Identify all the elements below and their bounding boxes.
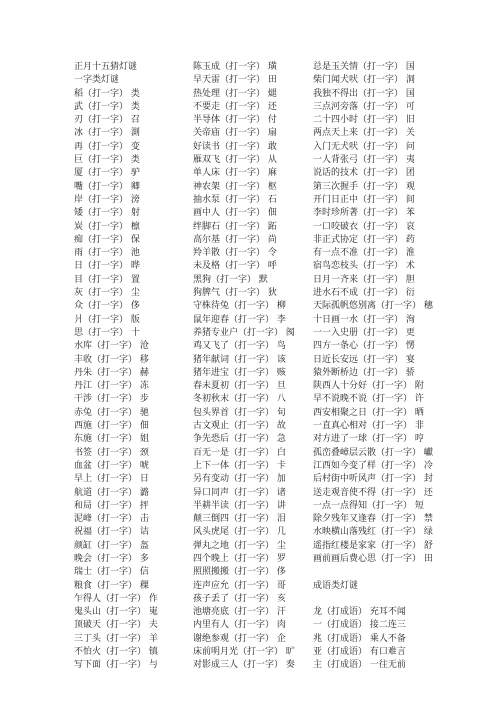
riddle-line: 画中人（打一字） 佃: [193, 208, 277, 219]
riddle-line: 遥指红楼是家家（打一字） 舒: [313, 540, 433, 551]
riddle-line: 孤峦叠嶂层云散（打一字） 巘: [313, 447, 433, 458]
riddle-line: 雨（打一字） 池: [74, 248, 140, 259]
riddle-line: 日（打一字） 晔: [74, 261, 140, 272]
riddle-line: 有一点不准（打一字） 淮: [313, 248, 415, 259]
riddle-line: 谢绝参观（打一字） 企: [193, 633, 286, 644]
riddle-line: 早上（打一字） 日: [74, 474, 149, 485]
riddle-line: 一一入史册（打一字） 更: [313, 327, 415, 338]
riddle-line: 爿（打一字） 版: [74, 314, 140, 325]
riddle-line: 弹丸之地（打一字） 尘: [193, 540, 286, 551]
riddle-line: 一字类灯谜: [74, 75, 120, 86]
riddle-line: [313, 593, 489, 606]
riddle-column-left: [74, 61, 192, 673]
riddle-line: 炭（打一字） 檩: [74, 221, 140, 232]
riddle-line: 未及格（打一字） 呼: [193, 261, 277, 272]
riddle-line: 除夕残年又逢春（打一字） 禁: [313, 514, 433, 525]
riddle-column-middle: [193, 61, 311, 673]
riddle-line: 羚羊散（打一字） 令: [193, 248, 277, 259]
riddle-line: 绊脚石（打一字） 跖: [193, 221, 277, 232]
riddle-line: 对影成三人（打一字） 奏: [193, 660, 295, 671]
riddle-line: 异口同声（打一字） 诸: [193, 487, 286, 498]
riddle-line: 顶破天（打一字） 夫: [74, 620, 158, 631]
riddle-line: 画前画后费心思（打一字） 田: [313, 553, 433, 564]
riddle-line: 孩子丢了（打一字） 亥: [193, 593, 286, 604]
riddle-line: 龙（打成语） 充耳不闻: [313, 607, 406, 618]
riddle-line: 水映横山落残红（打一字） 绿: [313, 527, 433, 538]
riddle-line: 亚（打成语） 有口难言: [313, 647, 406, 658]
riddle-line: 刃（打一字） 召: [74, 115, 140, 126]
riddle-line: 晚会（打一字） 多: [74, 553, 149, 564]
riddle-line: 丹朱（打一字） 赫: [74, 367, 149, 378]
riddle-line: 床前明月光（打一字） 旷: [193, 647, 295, 658]
riddle-line: 鸡又飞了（打一字） 鸟: [193, 341, 286, 352]
riddle-line: 颜缸（打一字） 盔: [74, 540, 149, 551]
riddle-line: 养猪专业户（打一字） 阂: [193, 327, 295, 338]
riddle-line: 争先恐后（打一字） 急: [193, 434, 286, 445]
riddle-line: 宿鸟恋枝头（打一字） 术: [313, 261, 415, 272]
riddle-line: 古文观止（打一字） 故: [193, 421, 286, 432]
riddle-line: 一人背张弓（打一字） 夷: [313, 155, 415, 166]
riddle-line: 狗脾气（打一字） 狄: [193, 288, 277, 299]
riddle-line: 一点一点得知（打一字） 短: [313, 500, 424, 511]
riddle-line: 三丁头（打一字） 羊: [74, 633, 158, 644]
riddle-line: 再（打一字） 变: [74, 141, 140, 152]
riddle-line: 颠三倒四（打一字） 泪: [193, 514, 286, 525]
riddle-line: 水库（打一字） 沧: [74, 341, 149, 352]
riddle-line: 痴（打一字） 保: [74, 234, 140, 245]
riddle-line: 柴门闻犬吠（打一字） 洞: [313, 75, 415, 86]
riddle-line: 雁双飞（打一字） 从: [193, 155, 277, 166]
riddle-line: 二十四小时（打一字） 旧: [313, 115, 415, 126]
riddle-line: 写下面（打一字） 与: [74, 660, 158, 671]
riddle-line: 陕西人十分好（打一字） 附: [313, 381, 424, 392]
riddle-line: 赤兔（打一字） 驰: [74, 407, 149, 418]
riddle-line: 和局（打一字） 抨: [74, 500, 149, 511]
riddle-line: 包头界首（打一字） 旬: [193, 407, 286, 418]
riddle-line: 航道（打一字） 潞: [74, 487, 149, 498]
riddle-line: 第三次握手（打一字） 观: [313, 181, 415, 192]
riddle-line: 守株待兔（打一字） 柳: [193, 301, 286, 312]
riddle-line: 一口咬破衣（打一字） 哀: [313, 221, 415, 232]
riddle-line: 瑞士（打一字） 信: [74, 567, 149, 578]
riddle-line: 百无一是（打一字） 白: [193, 447, 286, 458]
riddle-line: 主（打成语） 一往无前: [313, 660, 406, 671]
riddle-line: 抽水泵（打一字） 石: [193, 194, 277, 205]
riddle-line: 上下一体（打一字） 卡: [193, 460, 286, 471]
riddle-line: 对方进了一球（打一字） 哼: [313, 434, 424, 445]
riddle-line: 厦（打一字） 驴: [74, 168, 140, 179]
riddle-line: 泥峰（打一字） 击: [74, 514, 149, 525]
riddle-line: 陈玉成（打一字） 璜: [193, 62, 277, 72]
riddle-line: 猪年献词（打一字） 该: [193, 354, 286, 365]
riddle-line: 早天雷（打一字） 田: [193, 75, 277, 86]
riddle-line: 冬初秋末（打一字） 八: [193, 394, 286, 405]
riddle-line: 众（打一字） 侈: [74, 301, 140, 312]
riddle-line: 嘴（打一字） 卿: [74, 181, 140, 192]
riddle-line: 连声应允（打一字） 哥: [193, 580, 286, 591]
riddle-line: 思（打一字） 十: [74, 327, 140, 338]
riddle-line: 李时珍所著（打一字） 苯: [313, 208, 415, 219]
riddle-line: 四方一条心（打一字） 愣: [313, 341, 415, 352]
riddle-line: 天际孤帆悠别离（打一字） 穗: [313, 301, 433, 312]
riddle-line: 春未夏初（打一字） 旦: [193, 381, 286, 392]
riddle-line: 矮（打一字） 射: [74, 208, 140, 219]
riddle-line: 后村街中听风声（打一字） 封: [313, 474, 433, 485]
riddle-line: 好读书（打一字） 敢: [193, 141, 277, 152]
riddle-line: 乍得人（打一字） 作: [74, 593, 158, 604]
riddle-line: 鼠年迎春（打一字） 李: [193, 314, 286, 325]
riddle-line: 半导体（打一字） 付: [193, 115, 277, 126]
riddle-line: 照照搬搬（打一字） 侈: [193, 567, 286, 578]
riddle-line: 稻（打一字） 类: [74, 88, 140, 99]
riddle-line: 入门无犬吠（打一字） 问: [313, 141, 415, 152]
riddle-line: 目（打一字） 置: [74, 274, 140, 285]
riddle-line: 另有变动（打一字） 加: [193, 474, 286, 485]
riddle-line: 日近长安远（打一字） 宴: [313, 354, 415, 365]
riddle-line: 不要走（打一字） 还: [193, 101, 277, 112]
riddle-line: 巨（打一字） 类: [74, 155, 140, 166]
riddle-line: 西施（打一字） 佃: [74, 421, 149, 432]
riddle-line: 非正式协定（打一字） 药: [313, 234, 415, 245]
riddle-line: 我独不得出（打一字） 国: [313, 88, 415, 99]
riddle-line: 四个晚上（打一字） 罗: [193, 553, 286, 564]
riddle-line: 干涉（打一字） 步: [74, 394, 149, 405]
riddle-line: 粮食（打一字） 稞: [74, 580, 149, 591]
riddle-line: 兆（打成语） 乘人不备: [313, 633, 406, 644]
riddle-line: 进水石不成（打一字） 衍: [313, 288, 415, 299]
riddle-line: 说话的技术（打一字） 团: [313, 168, 415, 179]
riddle-line: 祝福（打一字） 诘: [74, 527, 149, 538]
riddle-line: 黑狗（打一字） 默: [193, 274, 268, 285]
riddle-line: 丹江（打一字） 冻: [74, 381, 149, 392]
riddle-line: 血盆（打一字） 唬: [74, 460, 149, 471]
riddle-line: 开门日正中（打一字） 间: [313, 194, 415, 205]
riddle-line: 冰（打一字） 測: [74, 128, 140, 139]
riddle-line: 成语类灯谜: [313, 580, 359, 591]
riddle-line: 单人床（打一字） 麻: [193, 168, 277, 179]
riddle-line: 早不说晚不说（打一字） 许: [313, 394, 424, 405]
riddle-line: 日月一齐来（打一字） 胆: [313, 274, 415, 285]
riddle-line: 三点河旁落（打一字） 可: [313, 101, 415, 112]
riddle-line: 灰（打一字） 尘: [74, 288, 140, 299]
riddle-line: 东施（打一字） 姐: [74, 434, 149, 445]
riddle-line: 送走观音使不得（打一字） 还: [313, 487, 433, 498]
riddle-line: 池塘亮底（打一字） 汗: [193, 607, 286, 618]
riddle-line: 一（打成语） 接二连三: [313, 620, 406, 631]
riddle-line: 书签（打一字） 颈: [74, 447, 149, 458]
riddle-line: 猪年进宝（打一字） 赅: [193, 367, 286, 378]
riddle-line: 内里有人（打一字） 肉: [193, 620, 286, 631]
riddle-column-right: [313, 61, 489, 673]
riddle-line: 武（打一字） 类: [74, 101, 140, 112]
riddle-line: 不怕火（打一字） 镇: [74, 647, 158, 658]
riddle-line: [313, 566, 489, 579]
riddle-line: 江西如今变了样（打一字） 冷: [313, 460, 433, 471]
riddle-line: 关帝庙（打一字） 扇: [193, 128, 277, 139]
riddle-line: 猿外断桥边（打一字） 骄: [313, 367, 415, 378]
riddle-line: 十日画一水（打一字） 洵: [313, 314, 415, 325]
riddle-line: 丰收（打一字） 移: [74, 354, 149, 365]
riddle-line: 风头虎尾（打一字） 几: [193, 527, 286, 538]
riddle-line: 神农架（打一字） 枢: [193, 181, 277, 192]
riddle-line: 热处理（打一字） 煺: [193, 88, 277, 99]
riddle-line: 两点天上来（打一字） 关: [313, 128, 415, 139]
riddle-line: 高尔基（打一字） 尚: [193, 234, 277, 245]
riddle-line: 岸（打一字） 滂: [74, 194, 140, 205]
riddle-line: 总是玉关情（打一字） 国: [313, 62, 415, 72]
riddle-line: 一直真心相对（打一字） 非: [313, 421, 424, 432]
riddle-line: 西安相聚之日（打一字） 晒: [313, 407, 424, 418]
riddle-line: 半耕半读（打一字） 讲: [193, 500, 286, 511]
riddle-line: 鬼头山（打一字） 嵬: [74, 607, 158, 618]
riddle-line: 正月十五猜灯谜: [74, 62, 138, 72]
